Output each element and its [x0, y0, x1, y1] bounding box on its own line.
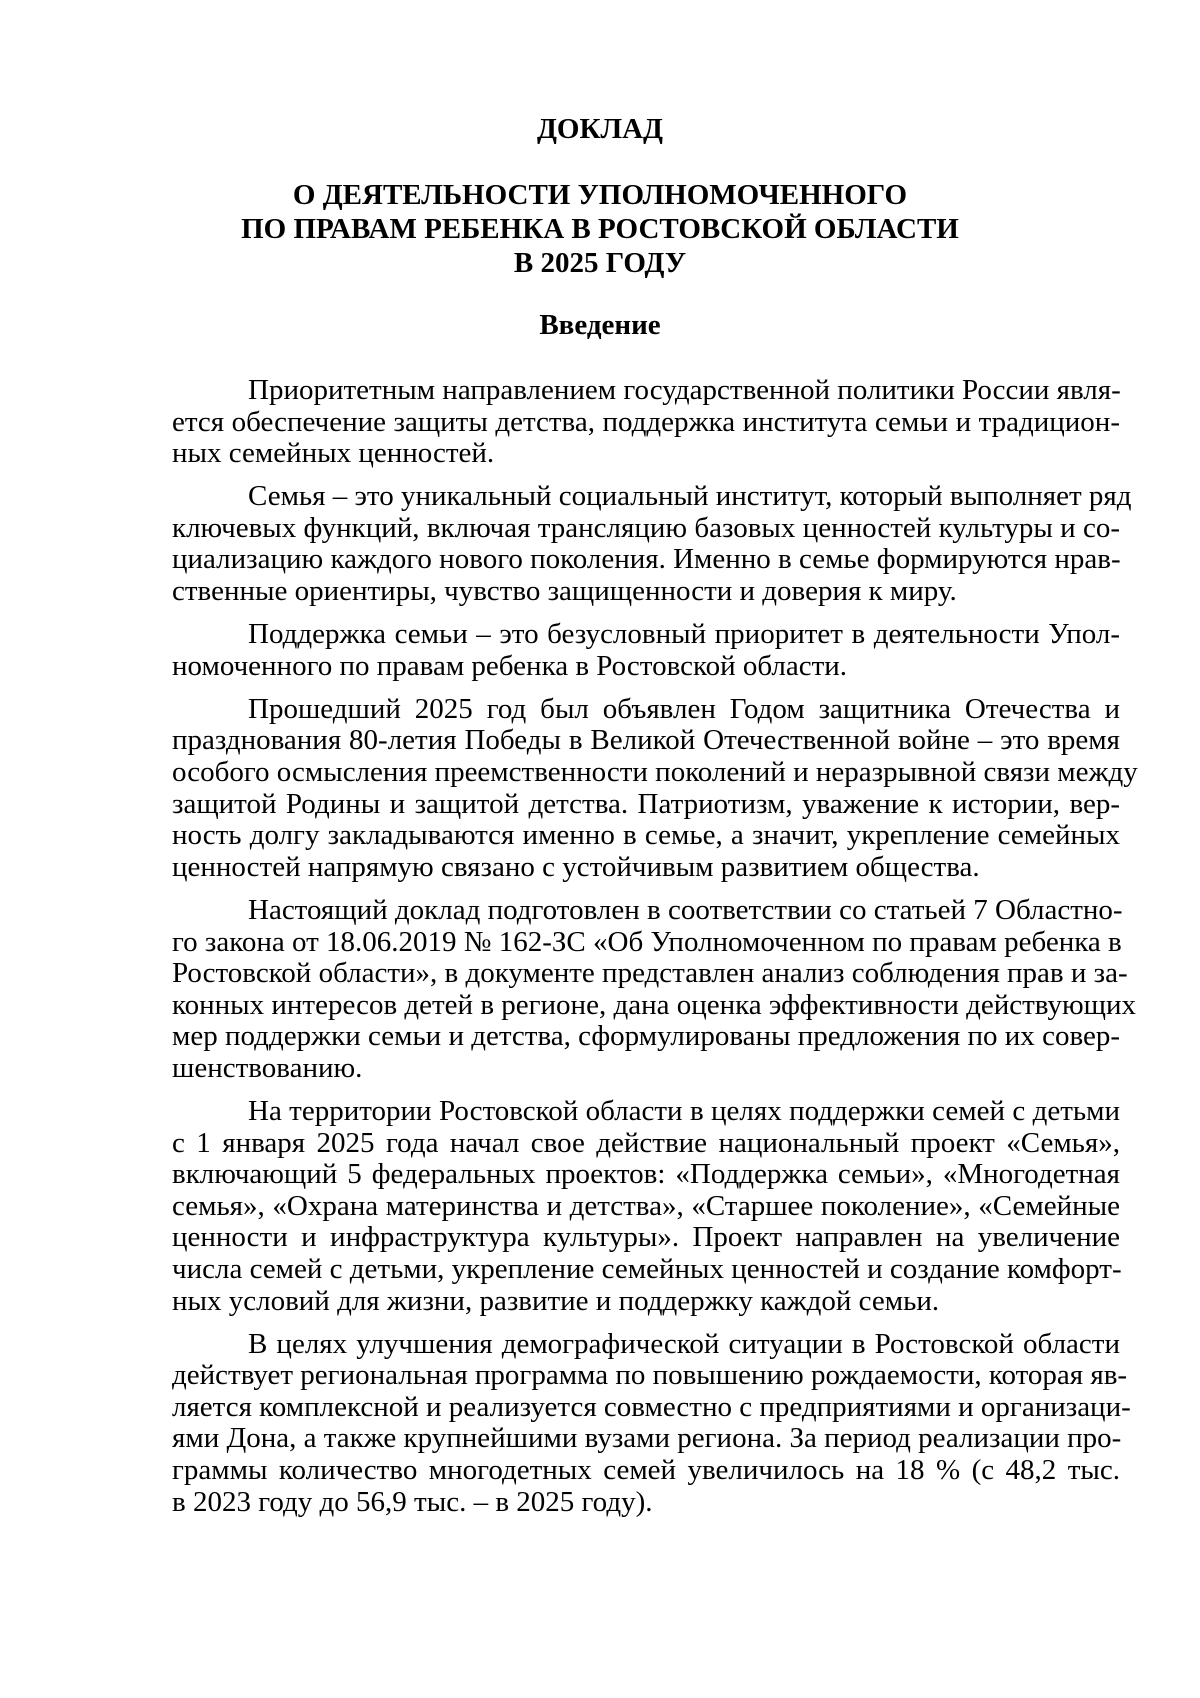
paragraph-line: конных интересов детей в регионе, дана оценка эффективности действующих	[172, 988, 1137, 1021]
paragraph-line: защитой Родины и защитой детства. Патриотизм, уважение к истории, вер-	[172, 787, 1120, 820]
section-heading: Введение	[539, 309, 661, 341]
document-body	[172, 374, 1138, 1530]
paragraph-line: Приоритетным направлением государственной политики России явля-	[248, 374, 1121, 406]
paragraph-line: Семья – это уникальный социальный институт, который выполняет ряд	[248, 480, 1132, 513]
paragraph-line: го закона от 18.06.2019 № 162-ЗС «Об Уполномоченном по правам ребенка в	[172, 925, 1122, 958]
paragraph-line: Поддержка семьи – это безусловный приоритет в деятельности Упол-	[248, 618, 1120, 651]
paragraph	[172, 893, 1137, 1085]
paragraph-line: мер поддержки семьи и детства, сформулированы предложения по их совер-	[172, 1020, 1120, 1053]
paragraph-line: номоченного по правам ребенка в Ростовской области.	[172, 649, 848, 682]
subtitle-line: О ДЕЯТЕЛЬНОСТИ УПОЛНОМОЧЕННОГО	[292, 179, 908, 211]
paragraph-line: Ростовской области», в документе представлен анализ соблюдения прав и за-	[172, 957, 1128, 990]
paragraph-line: циализацию каждого нового поколения. Именно в семье формируются нрав-	[172, 543, 1121, 576]
paragraph-line: Настоящий доклад подготовлен в соответствии со статьей 7 Областно-	[248, 893, 1123, 926]
paragraph-line: ключевых функций, включая трансляцию базовых ценностей культуры и со-	[172, 511, 1120, 544]
paragraph	[172, 692, 1138, 884]
paragraph-line: ями Дона, а также крупнейшими вузами региона. За период реализации про-	[172, 1422, 1122, 1455]
paragraph-line: ляется комплексной и реализуется совместно с предприятиями и организаци-	[172, 1390, 1131, 1423]
paragraph-line: ценности и инфраструктура культуры». Проект направлен на увеличение	[172, 1221, 1120, 1254]
subtitle-line: ПО ПРАВАМ РЕБЕНКА В РОСТОВСКОЙ ОБЛАСТИ	[241, 213, 959, 245]
paragraph	[172, 375, 1120, 470]
paragraph-line: ность долгу закладываются именно в семье, а значит, укрепление семейных	[172, 819, 1120, 852]
paragraph-line: шенствованию.	[172, 1051, 363, 1084]
paragraph-line: включающий 5 федеральных проектов: «Поддержка семьи», «Многодетная	[172, 1158, 1120, 1191]
paragraph-line: действует региональная программа по повышению рождаемости, которая яв-	[172, 1359, 1128, 1392]
paragraph-line: ных условий для жизни, развитие и поддержку каждой семьи.	[172, 1284, 940, 1317]
document-subtitle	[0, 178, 1200, 280]
paragraph-line: празднования 80-летия Победы в Великой Отечественной войне – это время	[172, 724, 1120, 757]
paragraph	[172, 619, 1120, 682]
paragraph	[172, 1096, 1120, 1317]
subtitle-line: В 2025 ГОДУ	[513, 247, 687, 279]
paragraph-line: Прошедший 2025 год был объявлен Годом защитника Отечества и	[248, 692, 1120, 725]
paragraph-line: ценностей напрямую связано с устойчивым развитием общества.	[172, 850, 980, 883]
paragraph-line: семья», «Охрана материнства и детства», «Старшее поколение», «Семейные	[172, 1189, 1120, 1222]
paragraph-line: с 1 января 2025 года начал свое действие национальный проект «Семья»,	[172, 1126, 1120, 1159]
paragraph-line: На территории Ростовской области в целях поддержки семей с детьми	[248, 1094, 1120, 1127]
paragraph-line: в 2023 году до 56,9 тыс. – в 2025 году).	[172, 1485, 653, 1518]
paragraph-line: В целях улучшения демографической ситуации в Ростовской области	[248, 1327, 1120, 1360]
paragraph	[172, 1327, 1131, 1519]
paragraph-line: особого осмысления преемственности поколений и неразрывной связи между	[172, 756, 1138, 789]
paragraph-line: ственные ориентиры, чувство защищенности и доверия к миру.	[172, 575, 957, 608]
paragraph	[172, 480, 1132, 608]
paragraph-line: граммы количество многодетных семей увеличилось на 18 % (с 48,2 тыс.	[172, 1454, 1120, 1486]
document-title: ДОКЛАД	[536, 113, 664, 145]
paragraph-line: ется обеспечение защиты детства, поддержка института семьи и традицион-	[172, 405, 1120, 438]
paragraph-line: ных семейных ценностей.	[172, 437, 495, 470]
paragraph-line: числа семей с детьми, укрепление семейных ценностей и создание комфорт-	[172, 1252, 1122, 1285]
